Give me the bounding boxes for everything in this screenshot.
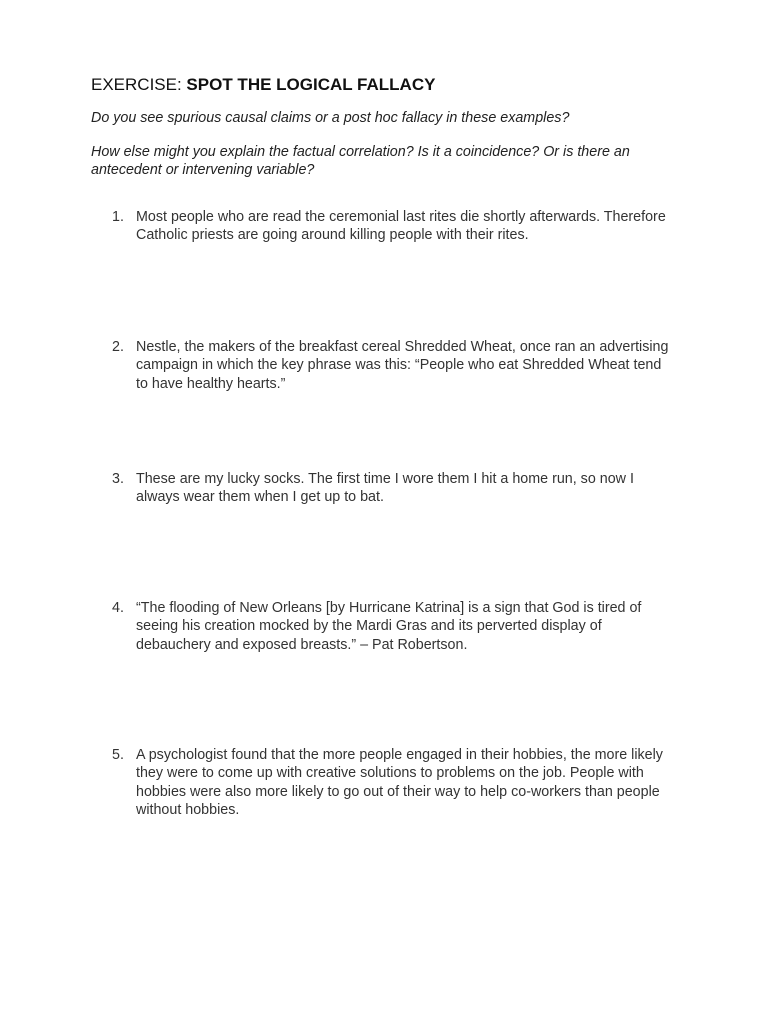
list-item: [112, 599, 672, 654]
list-item: [112, 208, 672, 245]
list-item-number: 4.: [112, 600, 124, 616]
list-item-text: Most people who are read the ceremonial last rites die shortly afterwards. Therefore Catholic priests are going around killing people with their rites.: [136, 209, 666, 244]
list-item-text: Nestle, the makers of the breakfast cereal Shredded Wheat, once ran an advertising campaign in which the key phrase was this: “People who eat Shredded Wheat tend to have healthy hearts.”: [136, 339, 669, 392]
list-item-number: 2.: [112, 339, 124, 355]
title-prefix: EXERCISE:: [91, 75, 187, 94]
intro-followup: How else might you explain the factual correlation? Is it a coincidence? Or is there an antecedent or intervening variable?: [91, 144, 630, 178]
list-item: [112, 470, 672, 507]
list-item-text: These are my lucky socks. The first time I wore them I hit a home run, so now I always wear them when I get up to bat.: [136, 471, 634, 506]
list-item-number: 5.: [112, 747, 124, 763]
title-bold: SPOT THE LOGICAL FALLACY: [186, 75, 436, 94]
list-item-text: “The flooding of New Orleans [by Hurricane Katrina] is a sign that God is tired of seeing his creation mocked by the Mardi Gras and its perverted display of debauchery and exposed breasts.” – Pat Robertson.: [136, 600, 642, 653]
list-item-number: 3.: [112, 471, 124, 487]
list-item: [112, 746, 672, 820]
list-item-text: A psychologist found that the more people engaged in their hobbies, the more likely they were to come up with creative solutions to problems on the job. People with hobbies were also more likely to go out of their way to help co-workers than people without hobbies.: [136, 747, 663, 819]
list-item: [112, 338, 672, 393]
list-item-number: 1.: [112, 209, 124, 225]
intro-question: Do you see spurious causal claims or a post hoc fallacy in these examples?: [91, 110, 570, 126]
page-title: [91, 75, 435, 95]
